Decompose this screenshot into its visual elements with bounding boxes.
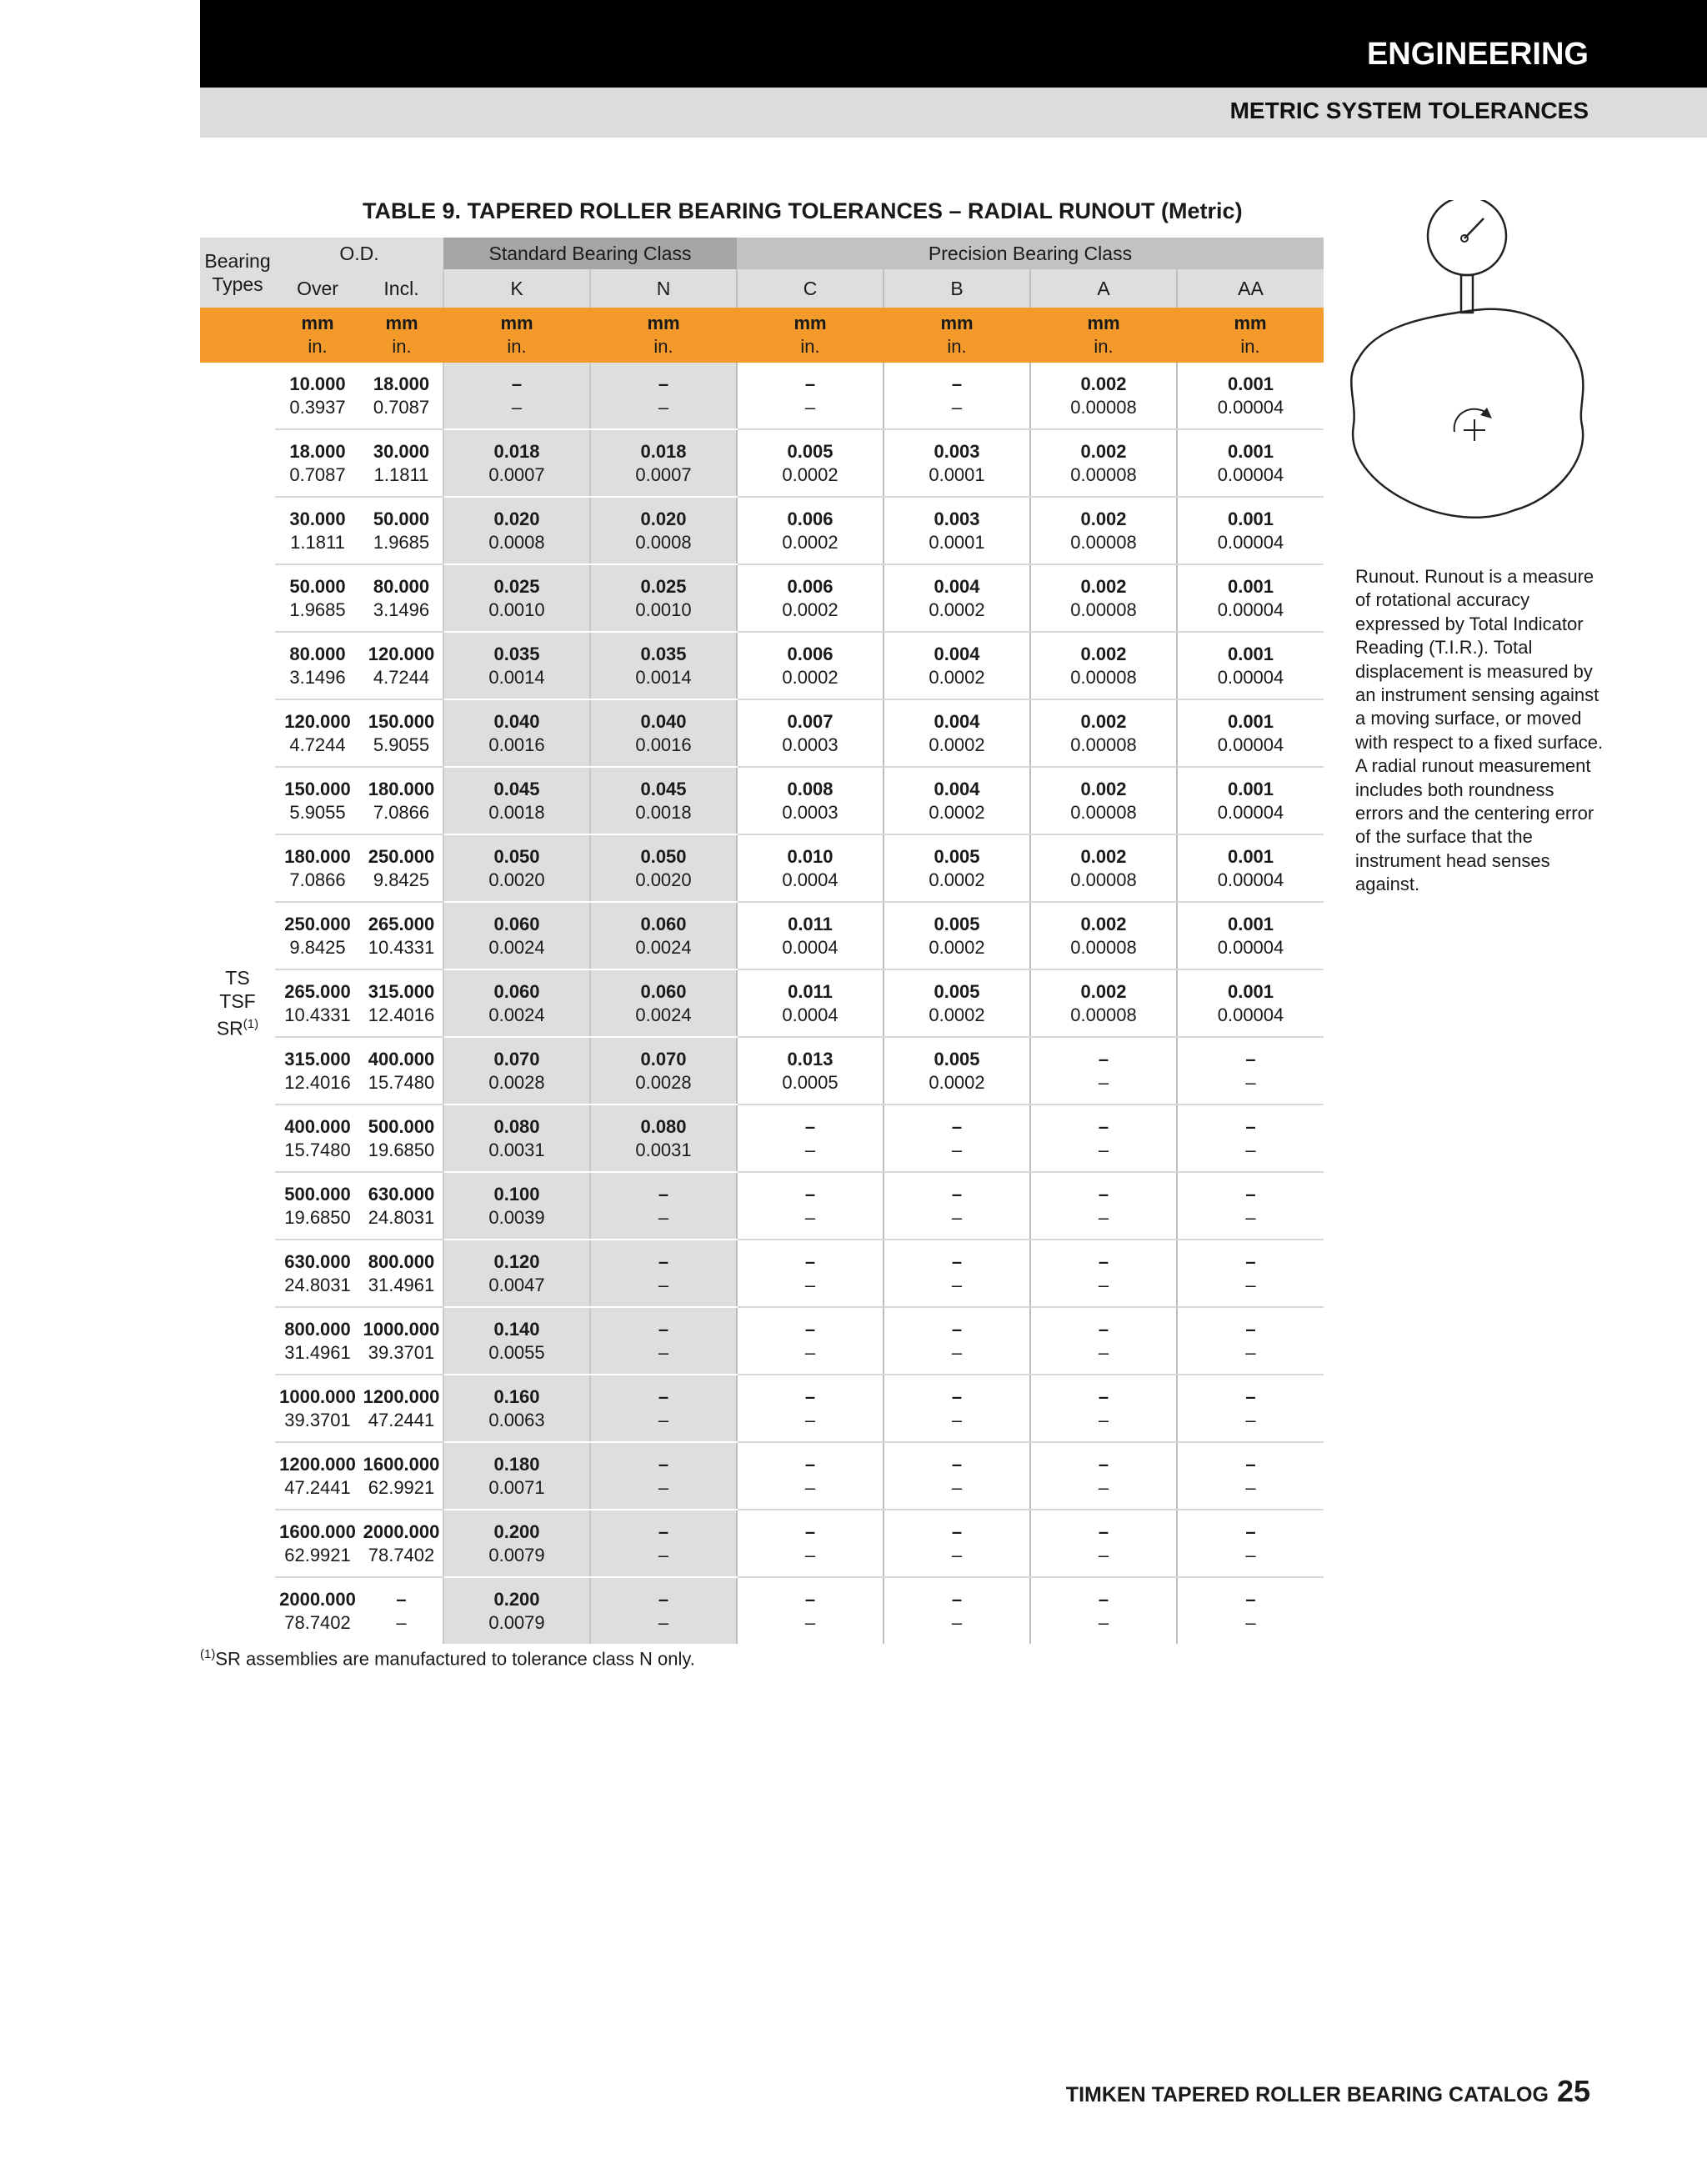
cell-aa: – – xyxy=(1177,1172,1324,1240)
cell-incl: 150.000 5.9055 xyxy=(360,699,443,767)
cell-k: 0.070 0.0028 xyxy=(443,1037,590,1105)
cell-incl: 50.000 1.9685 xyxy=(360,497,443,564)
cell-k: 0.035 0.0014 xyxy=(443,632,590,699)
cell-n: – – xyxy=(590,1172,737,1240)
cell-b: – – xyxy=(884,1307,1030,1375)
cell-k: 0.100 0.0039 xyxy=(443,1172,590,1240)
cell-over: 80.000 3.1496 xyxy=(275,632,360,699)
cell-aa: – – xyxy=(1177,1105,1324,1172)
cell-over: 500.000 19.6850 xyxy=(275,1172,360,1240)
cell-over: 265.000 10.4331 xyxy=(275,969,360,1037)
cell-a: – – xyxy=(1030,1307,1177,1375)
cell-b: – – xyxy=(884,1105,1030,1172)
col-header-b: B xyxy=(884,269,1030,308)
cell-a: 0.002 0.00008 xyxy=(1030,902,1177,969)
cell-a: – – xyxy=(1030,1037,1177,1105)
cell-a: 0.002 0.00008 xyxy=(1030,969,1177,1037)
cell-k: 0.020 0.0008 xyxy=(443,497,590,564)
unit-cell: mm in. xyxy=(884,308,1030,363)
cell-k: 0.140 0.0055 xyxy=(443,1307,590,1375)
cell-b: – – xyxy=(884,1577,1030,1645)
unit-cell: mm in. xyxy=(275,308,360,363)
cell-c: – – xyxy=(737,1510,884,1577)
cell-n: 0.035 0.0014 xyxy=(590,632,737,699)
cell-k: 0.060 0.0024 xyxy=(443,902,590,969)
col-header-over: Over xyxy=(275,269,360,308)
cell-c: – – xyxy=(737,1105,884,1172)
cell-aa: – – xyxy=(1177,1442,1324,1510)
unit-cell: mm in. xyxy=(590,308,737,363)
cell-over: 30.000 1.1811 xyxy=(275,497,360,564)
table-row xyxy=(200,1510,1324,1577)
cell-aa: 0.001 0.00004 xyxy=(1177,363,1324,429)
cell-a: – – xyxy=(1030,1172,1177,1240)
cell-k: 0.180 0.0071 xyxy=(443,1442,590,1510)
cell-aa: 0.001 0.00004 xyxy=(1177,834,1324,902)
unit-cell: mm in. xyxy=(360,308,443,363)
cell-c: – – xyxy=(737,1307,884,1375)
table-row xyxy=(200,363,1324,429)
bearing-types-cell: TS TSF SR$^{(1)}$ xyxy=(200,363,275,1645)
cell-incl: 500.000 19.6850 xyxy=(360,1105,443,1172)
table-title: TABLE 9. TAPERED ROLLER BEARING TOLERANCES – RADIAL RUNOUT (Metric) xyxy=(363,198,1243,223)
od-header: O.D. xyxy=(275,238,443,269)
page-footer xyxy=(1066,2074,1590,2109)
table-row xyxy=(200,1172,1324,1240)
section-header-bar xyxy=(200,0,1707,88)
cell-over: 1000.000 39.3701 xyxy=(275,1375,360,1442)
section-title: ENGINEERING xyxy=(1366,37,1589,72)
cell-c: – – xyxy=(737,1375,884,1442)
cell-c: 0.008 0.0003 xyxy=(737,767,884,834)
cell-k: 0.025 0.0010 xyxy=(443,564,590,632)
cell-over: 250.000 9.8425 xyxy=(275,902,360,969)
radial-runout-table xyxy=(200,238,1324,1646)
runout-description: Runout. Runout is a measure of rotational accuracy expressed by Total Indicator Reading (T.I.R.). Total displacement is measured by an instrument sensing against a moving surface, or moved with respect to a fixed surface. A radial runout measurement includes both roundness errors and the centering error of the surface that the instrument head senses against. xyxy=(1355,566,1604,895)
cell-aa: 0.001 0.00004 xyxy=(1177,497,1324,564)
subsection-header-bar xyxy=(200,88,1707,138)
table-row xyxy=(200,1240,1324,1307)
cell-n: 0.040 0.0016 xyxy=(590,699,737,767)
col-header-c: C xyxy=(737,269,884,308)
cell-n: – – xyxy=(590,363,737,429)
cell-c: – – xyxy=(737,1442,884,1510)
cell-c: – – xyxy=(737,1240,884,1307)
col-header-incl: Incl. xyxy=(360,269,443,308)
cell-incl: 30.000 1.1811 xyxy=(360,429,443,497)
cell-over: 180.000 7.0866 xyxy=(275,834,360,902)
cell-k: 0.050 0.0020 xyxy=(443,834,590,902)
page-number: 25 xyxy=(1556,2074,1590,2108)
cell-incl: 800.000 31.4961 xyxy=(360,1240,443,1307)
cell-b: 0.005 0.0002 xyxy=(884,969,1030,1037)
table-row xyxy=(200,564,1324,632)
cell-aa: 0.001 0.00004 xyxy=(1177,902,1324,969)
cell-aa: – – xyxy=(1177,1307,1324,1375)
bearing-types-header: Bearing Types xyxy=(200,238,275,308)
rotation-arrow-icon xyxy=(1454,409,1485,432)
cell-aa: 0.001 0.00004 xyxy=(1177,564,1324,632)
cell-aa: 0.001 0.00004 xyxy=(1177,632,1324,699)
cell-aa: – – xyxy=(1177,1037,1324,1105)
cell-k: 0.120 0.0047 xyxy=(443,1240,590,1307)
cell-c: 0.006 0.0002 xyxy=(737,632,884,699)
cell-over: 630.000 24.8031 xyxy=(275,1240,360,1307)
cell-k: 0.040 0.0016 xyxy=(443,699,590,767)
cell-a: 0.002 0.00008 xyxy=(1030,834,1177,902)
cell-a: – – xyxy=(1030,1510,1177,1577)
cell-b: 0.004 0.0002 xyxy=(884,632,1030,699)
table-row xyxy=(200,767,1324,834)
cell-a: 0.002 0.00008 xyxy=(1030,767,1177,834)
table-row xyxy=(200,1442,1324,1510)
table-row xyxy=(200,1105,1324,1172)
cell-over: 1200.000 47.2441 xyxy=(275,1442,360,1510)
table-row xyxy=(200,429,1324,497)
cell-n: 0.070 0.0028 xyxy=(590,1037,737,1105)
cell-n: 0.020 0.0008 xyxy=(590,497,737,564)
cell-b: 0.005 0.0002 xyxy=(884,902,1030,969)
cell-b: 0.004 0.0002 xyxy=(884,699,1030,767)
cell-aa: 0.001 0.00004 xyxy=(1177,767,1324,834)
col-header-aa: AA xyxy=(1177,269,1324,308)
precision-class-header: Precision Bearing Class xyxy=(737,238,1324,269)
cell-k: 0.080 0.0031 xyxy=(443,1105,590,1172)
cell-k: 0.045 0.0018 xyxy=(443,767,590,834)
table-row xyxy=(200,497,1324,564)
unit-cell: mm in. xyxy=(443,308,590,363)
cell-a: – – xyxy=(1030,1105,1177,1172)
cell-n: 0.060 0.0024 xyxy=(590,969,737,1037)
cell-c: 0.010 0.0004 xyxy=(737,834,884,902)
cell-aa: 0.001 0.00004 xyxy=(1177,969,1324,1037)
cell-n: – – xyxy=(590,1375,737,1442)
cell-b: 0.003 0.0001 xyxy=(884,429,1030,497)
subsection-title: METRIC SYSTEM TOLERANCES xyxy=(1229,98,1589,123)
cell-n: – – xyxy=(590,1577,737,1645)
cell-n: – – xyxy=(590,1510,737,1577)
cell-a: 0.002 0.00008 xyxy=(1030,497,1177,564)
table-row xyxy=(200,699,1324,767)
cell-over: 315.000 12.4016 xyxy=(275,1037,360,1105)
table-row xyxy=(200,1307,1324,1375)
col-header-n: N xyxy=(590,269,737,308)
cell-over: 10.000 0.3937 xyxy=(275,363,360,429)
cell-incl: 18.000 0.7087 xyxy=(360,363,443,429)
cell-incl: 250.000 9.8425 xyxy=(360,834,443,902)
cell-incl: 1600.000 62.9921 xyxy=(360,1442,443,1510)
cell-c: 0.011 0.0004 xyxy=(737,969,884,1037)
table-row xyxy=(200,969,1324,1037)
cell-over: 800.000 31.4961 xyxy=(275,1307,360,1375)
table-footnote xyxy=(200,1647,695,1670)
cell-a: – – xyxy=(1030,1375,1177,1442)
cell-c: 0.011 0.0004 xyxy=(737,902,884,969)
cell-over: 1600.000 62.9921 xyxy=(275,1510,360,1577)
cell-k: 0.160 0.0063 xyxy=(443,1375,590,1442)
cell-c: 0.006 0.0002 xyxy=(737,497,884,564)
units-row xyxy=(200,308,1324,363)
cell-a: 0.002 0.00008 xyxy=(1030,632,1177,699)
col-header-a: A xyxy=(1030,269,1177,308)
cell-n: 0.045 0.0018 xyxy=(590,767,737,834)
cell-a: 0.002 0.00008 xyxy=(1030,699,1177,767)
cell-incl: 630.000 24.8031 xyxy=(360,1172,443,1240)
cell-a: 0.002 0.00008 xyxy=(1030,363,1177,429)
cell-c: 0.007 0.0003 xyxy=(737,699,884,767)
runout-diagram xyxy=(1344,200,1594,550)
cell-n: – – xyxy=(590,1307,737,1375)
cell-n: 0.018 0.0007 xyxy=(590,429,737,497)
cell-over: 120.000 4.7244 xyxy=(275,699,360,767)
cell-aa: – – xyxy=(1177,1577,1324,1645)
units-spacer xyxy=(200,308,275,363)
cell-k: 0.018 0.0007 xyxy=(443,429,590,497)
cell-a: – – xyxy=(1030,1442,1177,1510)
cell-incl: 180.000 7.0866 xyxy=(360,767,443,834)
cell-c: 0.005 0.0002 xyxy=(737,429,884,497)
cell-over: 50.000 1.9685 xyxy=(275,564,360,632)
table-row xyxy=(200,632,1324,699)
cell-incl: 1200.000 47.2441 xyxy=(360,1375,443,1442)
table-row xyxy=(200,1375,1324,1442)
standard-class-header: Standard Bearing Class xyxy=(443,238,737,269)
cell-incl: 2000.000 78.7402 xyxy=(360,1510,443,1577)
cell-c: 0.006 0.0002 xyxy=(737,564,884,632)
cell-k: 0.200 0.0079 xyxy=(443,1577,590,1645)
cell-b: 0.003 0.0001 xyxy=(884,497,1030,564)
cell-n: – – xyxy=(590,1442,737,1510)
cell-n: 0.050 0.0020 xyxy=(590,834,737,902)
cell-incl: 80.000 3.1496 xyxy=(360,564,443,632)
cell-n: 0.080 0.0031 xyxy=(590,1105,737,1172)
cell-n: – – xyxy=(590,1240,737,1307)
cell-c: – – xyxy=(737,1172,884,1240)
col-header-k: K xyxy=(443,269,590,308)
cell-aa: 0.001 0.00004 xyxy=(1177,699,1324,767)
cell-b: 0.004 0.0002 xyxy=(884,767,1030,834)
unit-cell: mm in. xyxy=(1030,308,1177,363)
cell-b: – – xyxy=(884,1442,1030,1510)
cell-k: 0.200 0.0079 xyxy=(443,1510,590,1577)
cell-k: 0.060 0.0024 xyxy=(443,969,590,1037)
unit-cell: mm in. xyxy=(737,308,884,363)
cell-incl: 1000.000 39.3701 xyxy=(360,1307,443,1375)
table-row xyxy=(200,1037,1324,1105)
catalog-title: TIMKEN TAPERED ROLLER BEARING CATALOG xyxy=(1065,2083,1549,2106)
cell-b: – – xyxy=(884,1172,1030,1240)
cell-over: 18.000 0.7087 xyxy=(275,429,360,497)
cell-a: 0.002 0.00008 xyxy=(1030,429,1177,497)
table-row xyxy=(200,1577,1324,1645)
cell-b: 0.004 0.0002 xyxy=(884,564,1030,632)
cell-over: 150.000 5.9055 xyxy=(275,767,360,834)
cell-b: – – xyxy=(884,1240,1030,1307)
cell-a: – – xyxy=(1030,1240,1177,1307)
cell-b: – – xyxy=(884,363,1030,429)
indicator-probe xyxy=(1461,275,1473,313)
cell-b: 0.005 0.0002 xyxy=(884,834,1030,902)
footnote-text: SR assemblies are manufactured to tolerance class N only. xyxy=(215,1648,695,1670)
cell-over: 2000.000 78.7402 xyxy=(275,1577,360,1645)
cell-b: – – xyxy=(884,1510,1030,1577)
cell-incl: 120.000 4.7244 xyxy=(360,632,443,699)
cell-b: – – xyxy=(884,1375,1030,1442)
cell-n: 0.025 0.0010 xyxy=(590,564,737,632)
cell-k: – – xyxy=(443,363,590,429)
cell-b: 0.005 0.0002 xyxy=(884,1037,1030,1105)
table-row xyxy=(200,834,1324,902)
footnote-mark: (1) xyxy=(200,1647,216,1661)
cell-incl: 315.000 12.4016 xyxy=(360,969,443,1037)
cell-aa: – – xyxy=(1177,1240,1324,1307)
cell-incl: 400.000 15.7480 xyxy=(360,1037,443,1105)
cell-a: – – xyxy=(1030,1577,1177,1645)
cell-c: 0.013 0.0005 xyxy=(737,1037,884,1105)
table-row xyxy=(200,902,1324,969)
unit-cell: mm in. xyxy=(1177,308,1324,363)
cell-a: 0.002 0.00008 xyxy=(1030,564,1177,632)
cell-incl: – – xyxy=(360,1577,443,1645)
cell-over: 400.000 15.7480 xyxy=(275,1105,360,1172)
cell-aa: 0.001 0.00004 xyxy=(1177,429,1324,497)
cell-aa: – – xyxy=(1177,1510,1324,1577)
cell-aa: – – xyxy=(1177,1375,1324,1442)
irregular-part-outline xyxy=(1351,309,1583,518)
cell-c: – – xyxy=(737,363,884,429)
cell-incl: 265.000 10.4331 xyxy=(360,902,443,969)
cell-n: 0.060 0.0024 xyxy=(590,902,737,969)
cell-c: – – xyxy=(737,1577,884,1645)
